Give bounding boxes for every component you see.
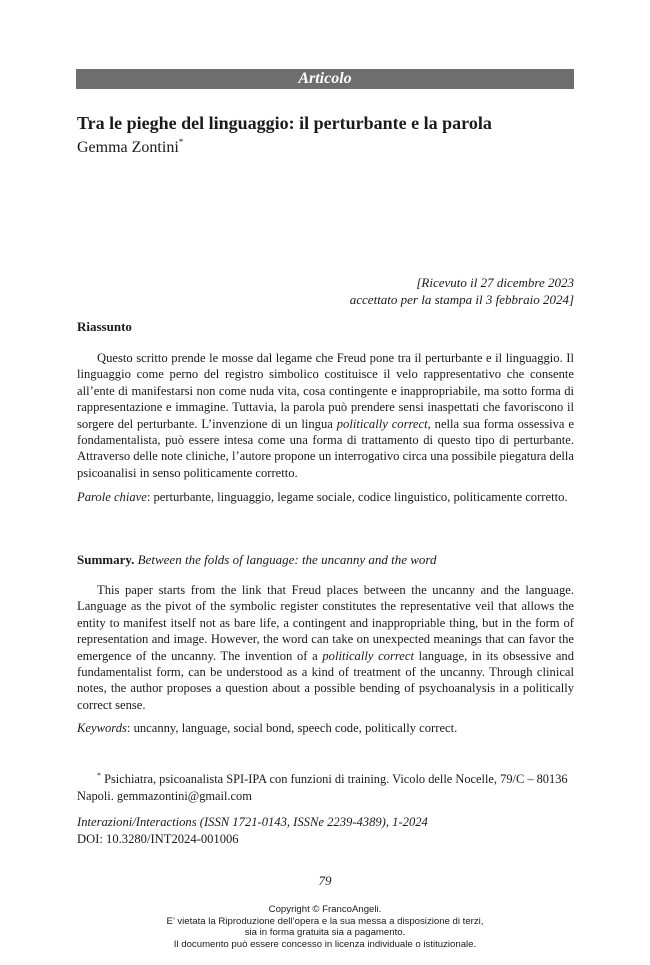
riassunto-paragraph xyxy=(77,350,574,481)
author-footnote xyxy=(77,767,574,805)
riassunto-text-1: Questo scritto prende le mosse dal legame che Freud pone tra il perturbante e il linguaggio. Il linguaggio come perno del registro simbolico costituisce il velo rappresentativo che consente all’ente di manifestarsi non come nuda vita, cosa contingente e inappropriabile, ma sotto forma di rappresentazione e immagine. Tuttavia, la parola può prendere sensi inaspettati che favoriscono il sorgere del perturbante. L’invenzione di un lingua xyxy=(77,351,574,431)
section-label: Articolo xyxy=(298,70,352,87)
riassunto-text-em: politically correct xyxy=(336,416,428,431)
parole-chiave-label: Parole chiave xyxy=(77,490,147,504)
keywords-label: Keywords xyxy=(77,721,127,735)
summary-label: Summary. xyxy=(77,552,135,567)
received-date: [Ricevuto il 27 dicembre 2023 xyxy=(416,275,574,290)
copyright-line-3: sia in forma gratuita sia a pagamento. xyxy=(244,927,406,939)
copyright-line-4: Il documento può essere concesso in licenza individuale o istituzionale. xyxy=(173,938,477,950)
copyright-line-1: Copyright © FrancoAngeli. xyxy=(268,904,382,915)
summary-text-1: This paper starts from the link that Freud places between the uncanny and the language. Language as the pivot of the symbolic register constitutes the representative veil that allows the entity to manifest itself not as bare life, a contingent and inappropriable thing, but in the form of representation and image. However, the word can take on unexpected meanings that can favor the emergence of the uncanny. The invention of a xyxy=(77,583,574,663)
keywords-paragraph xyxy=(77,720,574,736)
keywords-text: : uncanny, language, social bond, speech code, politically correct. xyxy=(126,721,458,735)
section-header-bar xyxy=(76,69,574,89)
parole-chiave-text: : perturbante, linguaggio, legame sociale, codice linguistico, politicamente corretto. xyxy=(146,490,568,504)
summary-heading xyxy=(77,552,437,568)
summary-text-2: language, in its obsessive and fundamentalist form, can be understood as a kind of treatment of the uncanny. Through clinical notes, the author proposes a question about a possible bending of psychoanalysis in a politically correct sense. xyxy=(77,648,574,712)
accepted-date: accettato per la stampa il 3 febbraio 2024] xyxy=(349,292,574,307)
page-number: 79 xyxy=(318,873,332,888)
summary-text-em: politically correct xyxy=(322,648,414,663)
summary-subtitle: Between the folds of language: the uncanny and the word xyxy=(137,552,437,567)
article-title: Tra le pieghe del linguaggio: il perturbante e la parola xyxy=(77,113,492,133)
author-name: Gemma Zontini xyxy=(77,139,179,156)
footnote-text: Psichiatra, psicoanalista SPI-IPA con funzioni di training. Vicolo delle Nocelle, 79/C – 80136 Napoli. gemmazontini@gmail.com xyxy=(77,772,568,803)
riassunto-heading: Riassunto xyxy=(77,319,132,334)
author-line xyxy=(77,137,183,157)
submission-dates xyxy=(350,274,574,308)
copyright-line-2: E’ vietata la Riproduzione dell’opera e la sua messa a disposizione di terzi, xyxy=(166,915,484,927)
author-footnote-mark: * xyxy=(178,137,184,147)
summary-paragraph xyxy=(77,582,574,713)
footnote-mark: * xyxy=(97,771,101,780)
riassunto-text-2: , nella sua forma ossessiva e fondamentalista, può essere intesa come una forma di trattamento di questo tipo di perturbante. Attraverso delle note cliniche, l’autore propone un interrogativo circa una possibile piegatura della psicoanalisi in senso politicamente corretto. xyxy=(77,416,574,480)
parole-chiave-paragraph xyxy=(77,489,574,505)
journal-citation: Interazioni/Interactions (ISSN 1721-0143, ISSNe 2239-4389), 1-2024 xyxy=(77,815,428,829)
doi-line: DOI: 10.3280/INT2024-001006 xyxy=(77,832,239,846)
copyright-notice xyxy=(0,904,650,950)
